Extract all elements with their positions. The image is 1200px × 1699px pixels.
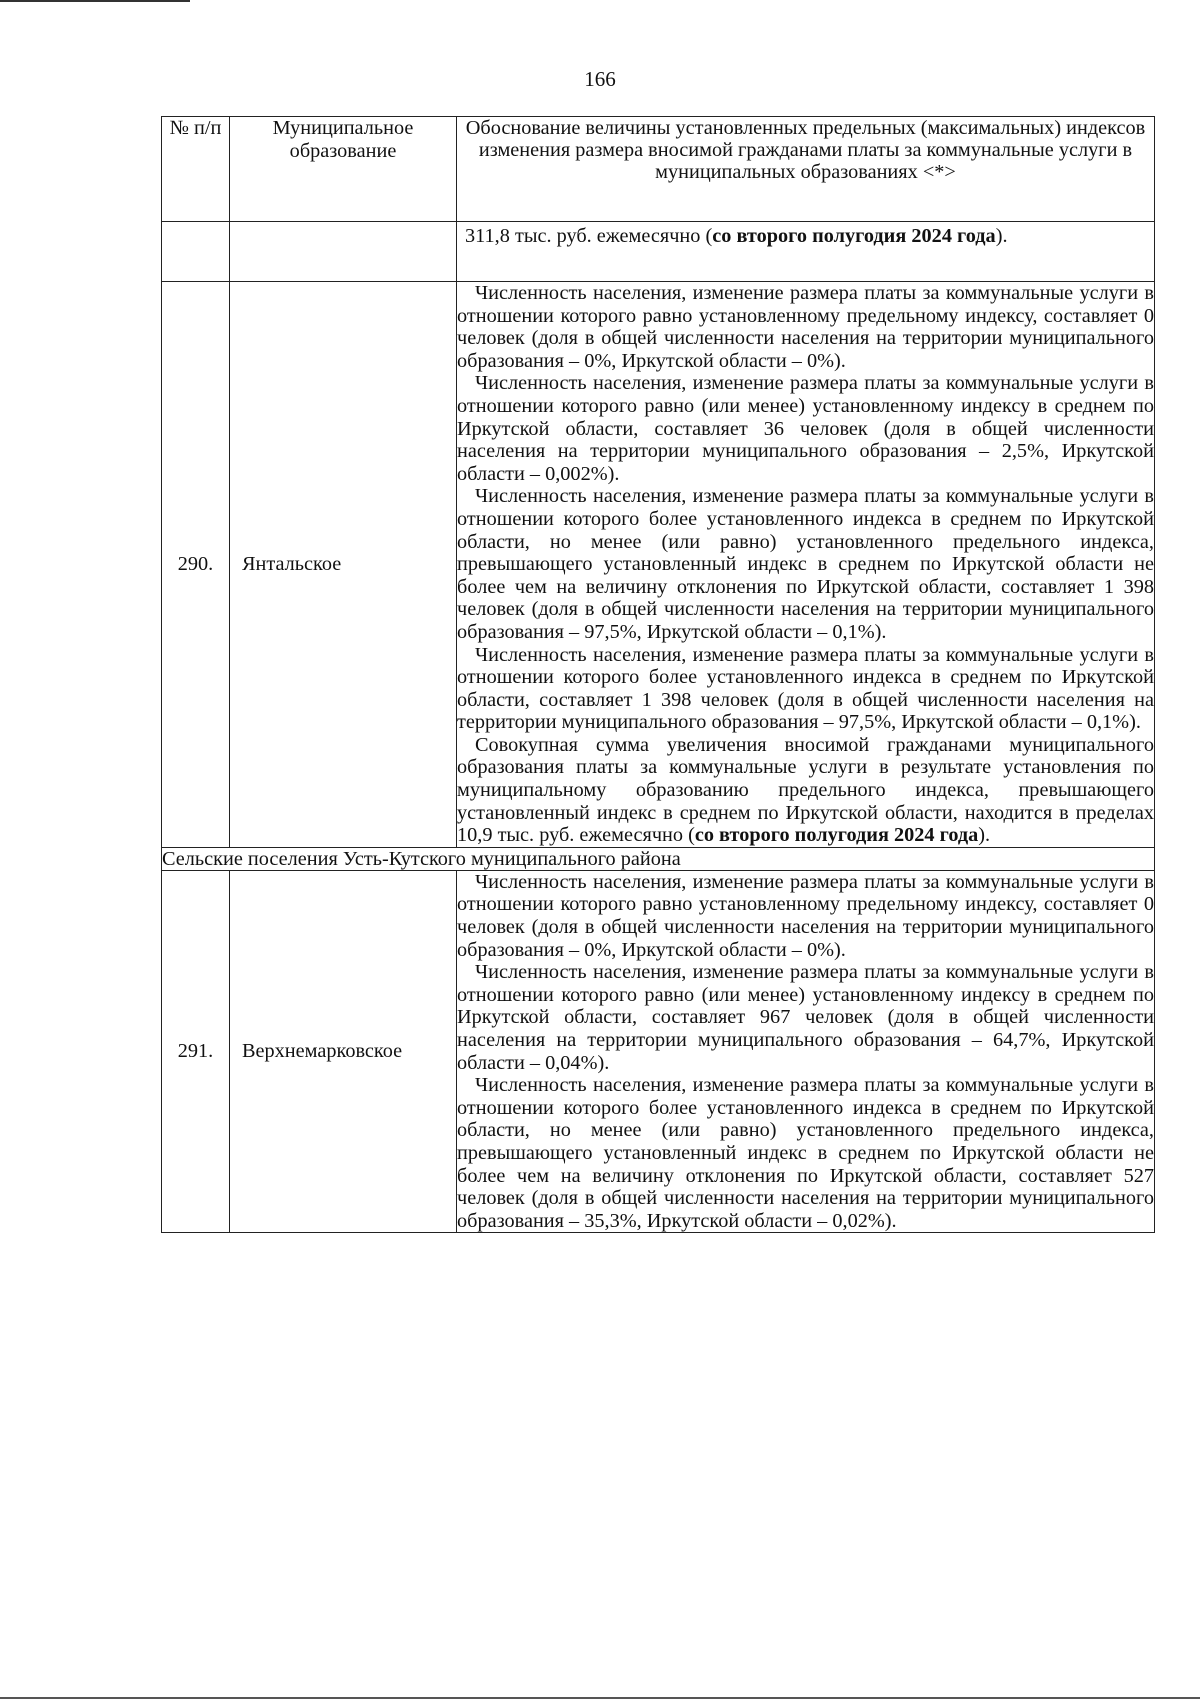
table-row-290 (162, 282, 1155, 848)
total-sum-bold: со второго полугодия 2024 года (694, 824, 979, 847)
paragraph-between-indexes: Численность населения, изменение размера платы за коммунальные услуги в отношении которого более установленного индекса в среднем по Иркутской области, но менее (или равно) установленного предельного индекса, превышающего установленный индекс в среднем по Иркутской области не более чем на величину отклонения по Иркутской области, составляет 527 человек (доля в общей численности населения на территории муниципального образования – 35,3%, Иркутской области – 0,02%). (457, 1074, 1154, 1232)
section-row (162, 847, 1155, 870)
row-number: 291. (162, 870, 230, 1233)
page-number: 166 (584, 67, 616, 91)
paragraph-above-average: Численность населения, изменение размера платы за коммунальные услуги в отношении которого более установленного индекса в среднем по Иркутской области, составляет 1 398 человек (доля в общей численности населения на территории муниципального образования – 97,5%, Иркутской области – 0,1%). (457, 643, 1154, 734)
table-row-continuation (162, 222, 1155, 282)
total-sum-text: Совокупная сумма увеличения вносимой гражданами муниципального образования платы за коммунальные услуги в результате установления по муниципальному образованию предельного индекса, превышающего установленный индекс в среднем по Иркутской области, находится в пределах 10,9 тыс. руб. ежемесячно ( (457, 733, 1154, 847)
table-row-291 (162, 870, 1155, 1233)
continuation-bold: со второго полугодия 2024 года (712, 225, 996, 247)
municipality-name: Верхнемарковское (230, 870, 457, 1233)
paragraph-average-index: Численность населения, изменение размера платы за коммунальные услуги в отношении которого равно (или менее) установленному индексу в среднем по Иркутской области, составляет 36 человек (доля в общей численности населения на территории муниципального образования – 2,5%, Иркутской области – 0,002%). (457, 372, 1154, 485)
paragraph-between-indexes: Численность населения, изменение размера платы за коммунальные услуги в отношении которого более установленного индекса в среднем по Иркутской области, но менее (или равно) установленного предельного индекса, превышающего установленный индекс в среднем по Иркутской области не более чем на величину отклонения по Иркутской области, составляет 1 398 человек (доля в общей численности населения на территории муниципального образования – 97,5%, Иркутской области – 0,1%). (457, 485, 1154, 643)
paragraph-limit-index: Численность населения, изменение размера платы за коммунальные услуги в отношении которого равно установленному предельному индексу, составляет 0 человек (доля в общей численности населения на территории муниципального образования – 0%, Иркутской области – 0%). (457, 282, 1154, 372)
scan-edge-top (0, 0, 190, 2)
section-title: Сельские поселения Усть-Кутского муниципального района (162, 847, 1155, 870)
cell-municipality-empty (230, 222, 457, 282)
tariff-index-table (161, 116, 1155, 1233)
paragraph-limit-index: Численность населения, изменение размера платы за коммунальные услуги в отношении которого равно установленному предельному индексу, составляет 0 человек (доля в общей численности населения на территории муниципального образования – 0%, Иркутской области – 0%). (457, 870, 1154, 961)
header-num: № п/п (162, 117, 230, 222)
continuation-end: ). (995, 225, 1008, 247)
continuation-text: 311,8 тыс. руб. ежемесячно ( (465, 225, 713, 247)
cell-justification-continuation (457, 222, 1155, 282)
table-header-row (162, 117, 1155, 222)
justification-cell (457, 870, 1155, 1233)
paragraph-total-sum (457, 734, 1154, 847)
paragraph-average-index: Численность населения, изменение размера платы за коммунальные услуги в отношении которого равно (или менее) установленному индексу в среднем по Иркутской области, составляет 967 человек (доля в общей численности населения на территории муниципального образования – 64,7%, Иркутской области – 0,04%). (457, 961, 1154, 1074)
municipality-name: Янтальское (230, 282, 457, 848)
header-justification: Обоснование величины установленных предельных (максимальных) индексов изменения размера вносимой гражданами платы за коммунальные услуги в муниципальных образованиях <*> (457, 117, 1155, 222)
row-number: 290. (162, 282, 230, 848)
justification-cell (457, 282, 1155, 848)
total-sum-end: ). (978, 824, 991, 847)
cell-num-empty (162, 222, 230, 282)
header-municipality: Муниципальное образование (230, 117, 457, 222)
